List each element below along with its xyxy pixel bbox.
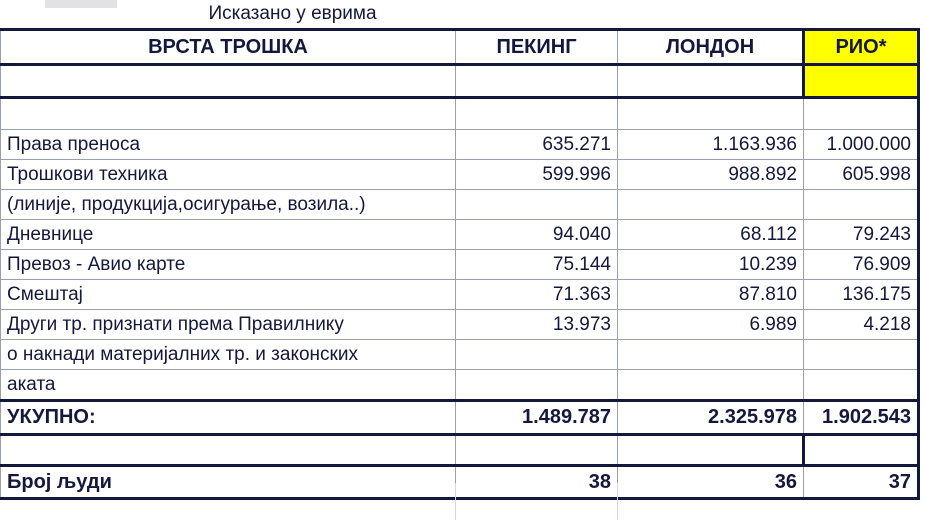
cell-label: (линије, продукција,осигурање, возила..) (1, 190, 456, 220)
cell-beijing (456, 340, 618, 370)
cell-london: 36 (618, 466, 804, 499)
table-row (1, 98, 919, 130)
cell-label: аката (1, 370, 456, 401)
table-row (1, 190, 919, 220)
cell-beijing (456, 65, 618, 98)
cell-london: 87.810 (618, 280, 804, 310)
cell-beijing (456, 98, 618, 130)
cell-label: Други тр. признати према Правилнику (1, 310, 456, 340)
cell-label: УКУПНО: (1, 401, 456, 435)
cell-beijing (456, 435, 618, 466)
cell-beijing (456, 190, 618, 220)
cell-beijing: 75.144 (456, 250, 618, 280)
cell-rio: 79.243 (804, 220, 919, 250)
table-row (1, 65, 919, 98)
header-cell-beijing: ПЕКИНГ (456, 30, 618, 65)
cell-beijing: 599.996 (456, 160, 618, 190)
cell-london: 6.989 (618, 310, 804, 340)
cell-label (1, 435, 456, 466)
cell-rio: 136.175 (804, 280, 919, 310)
cell-label (1, 65, 456, 98)
cell-label: Смештај (1, 280, 456, 310)
expense-table (0, 28, 920, 500)
cell-label: Права преноса (1, 130, 456, 160)
cell-london: 988.892 (618, 160, 804, 190)
table-row (1, 280, 919, 310)
table-row (1, 310, 919, 340)
cell-rio: 76.909 (804, 250, 919, 280)
table-total-row (1, 401, 919, 435)
cell-rio (804, 65, 919, 98)
trailing-gridline (617, 483, 618, 520)
cell-london (618, 190, 804, 220)
cell-label: Број људи (1, 466, 456, 499)
cell-rio: 605.998 (804, 160, 919, 190)
cell-label: Трошкови техника (1, 160, 456, 190)
table-row (1, 435, 919, 466)
cell-london (618, 98, 804, 130)
cell-rio (804, 340, 919, 370)
cell-rio: 1.902.543 (804, 401, 919, 435)
cell-beijing: 38 (456, 466, 618, 499)
cell-beijing: 635.271 (456, 130, 618, 160)
cell-label: Превоз - Авио карте (1, 250, 456, 280)
cell-rio (804, 190, 919, 220)
cell-london (618, 340, 804, 370)
cell-rio (804, 370, 919, 401)
cell-london: 10.239 (618, 250, 804, 280)
cell-label: Дневнице (1, 220, 456, 250)
table-people-row (1, 466, 919, 499)
cell-rio (804, 435, 919, 466)
table-row (1, 370, 919, 401)
header-cell-rio: РИО* (804, 30, 919, 65)
cell-rio: 4.218 (804, 310, 919, 340)
table-row (1, 340, 919, 370)
cell-label (1, 98, 456, 130)
cell-beijing: 94.040 (456, 220, 618, 250)
cell-rio: 37 (804, 466, 919, 499)
cell-beijing (456, 370, 618, 401)
cell-london (618, 370, 804, 401)
cell-london (618, 435, 804, 466)
cell-beijing: 71.363 (456, 280, 618, 310)
table-row (1, 250, 919, 280)
table-row (1, 160, 919, 190)
cell-london: 1.163.936 (618, 130, 804, 160)
cell-rio (804, 98, 919, 130)
cell-beijing: 1.489.787 (456, 401, 618, 435)
cell-rio: 1.000.000 (804, 130, 919, 160)
cell-label: о накнади материјалних тр. и законских (1, 340, 456, 370)
table-header-row (1, 30, 919, 65)
table-caption: Исказано у еврима (208, 3, 377, 24)
header-cell-type: ВРСТА ТРОШКА (1, 30, 456, 65)
header-cell-london: ЛОНДОН (618, 30, 804, 65)
table-row (1, 130, 919, 160)
cell-london: 2.325.978 (618, 401, 804, 435)
cell-london (618, 65, 804, 98)
cell-london: 68.112 (618, 220, 804, 250)
table-row (1, 220, 919, 250)
cell-beijing: 13.973 (456, 310, 618, 340)
trailing-gridline (455, 483, 456, 520)
